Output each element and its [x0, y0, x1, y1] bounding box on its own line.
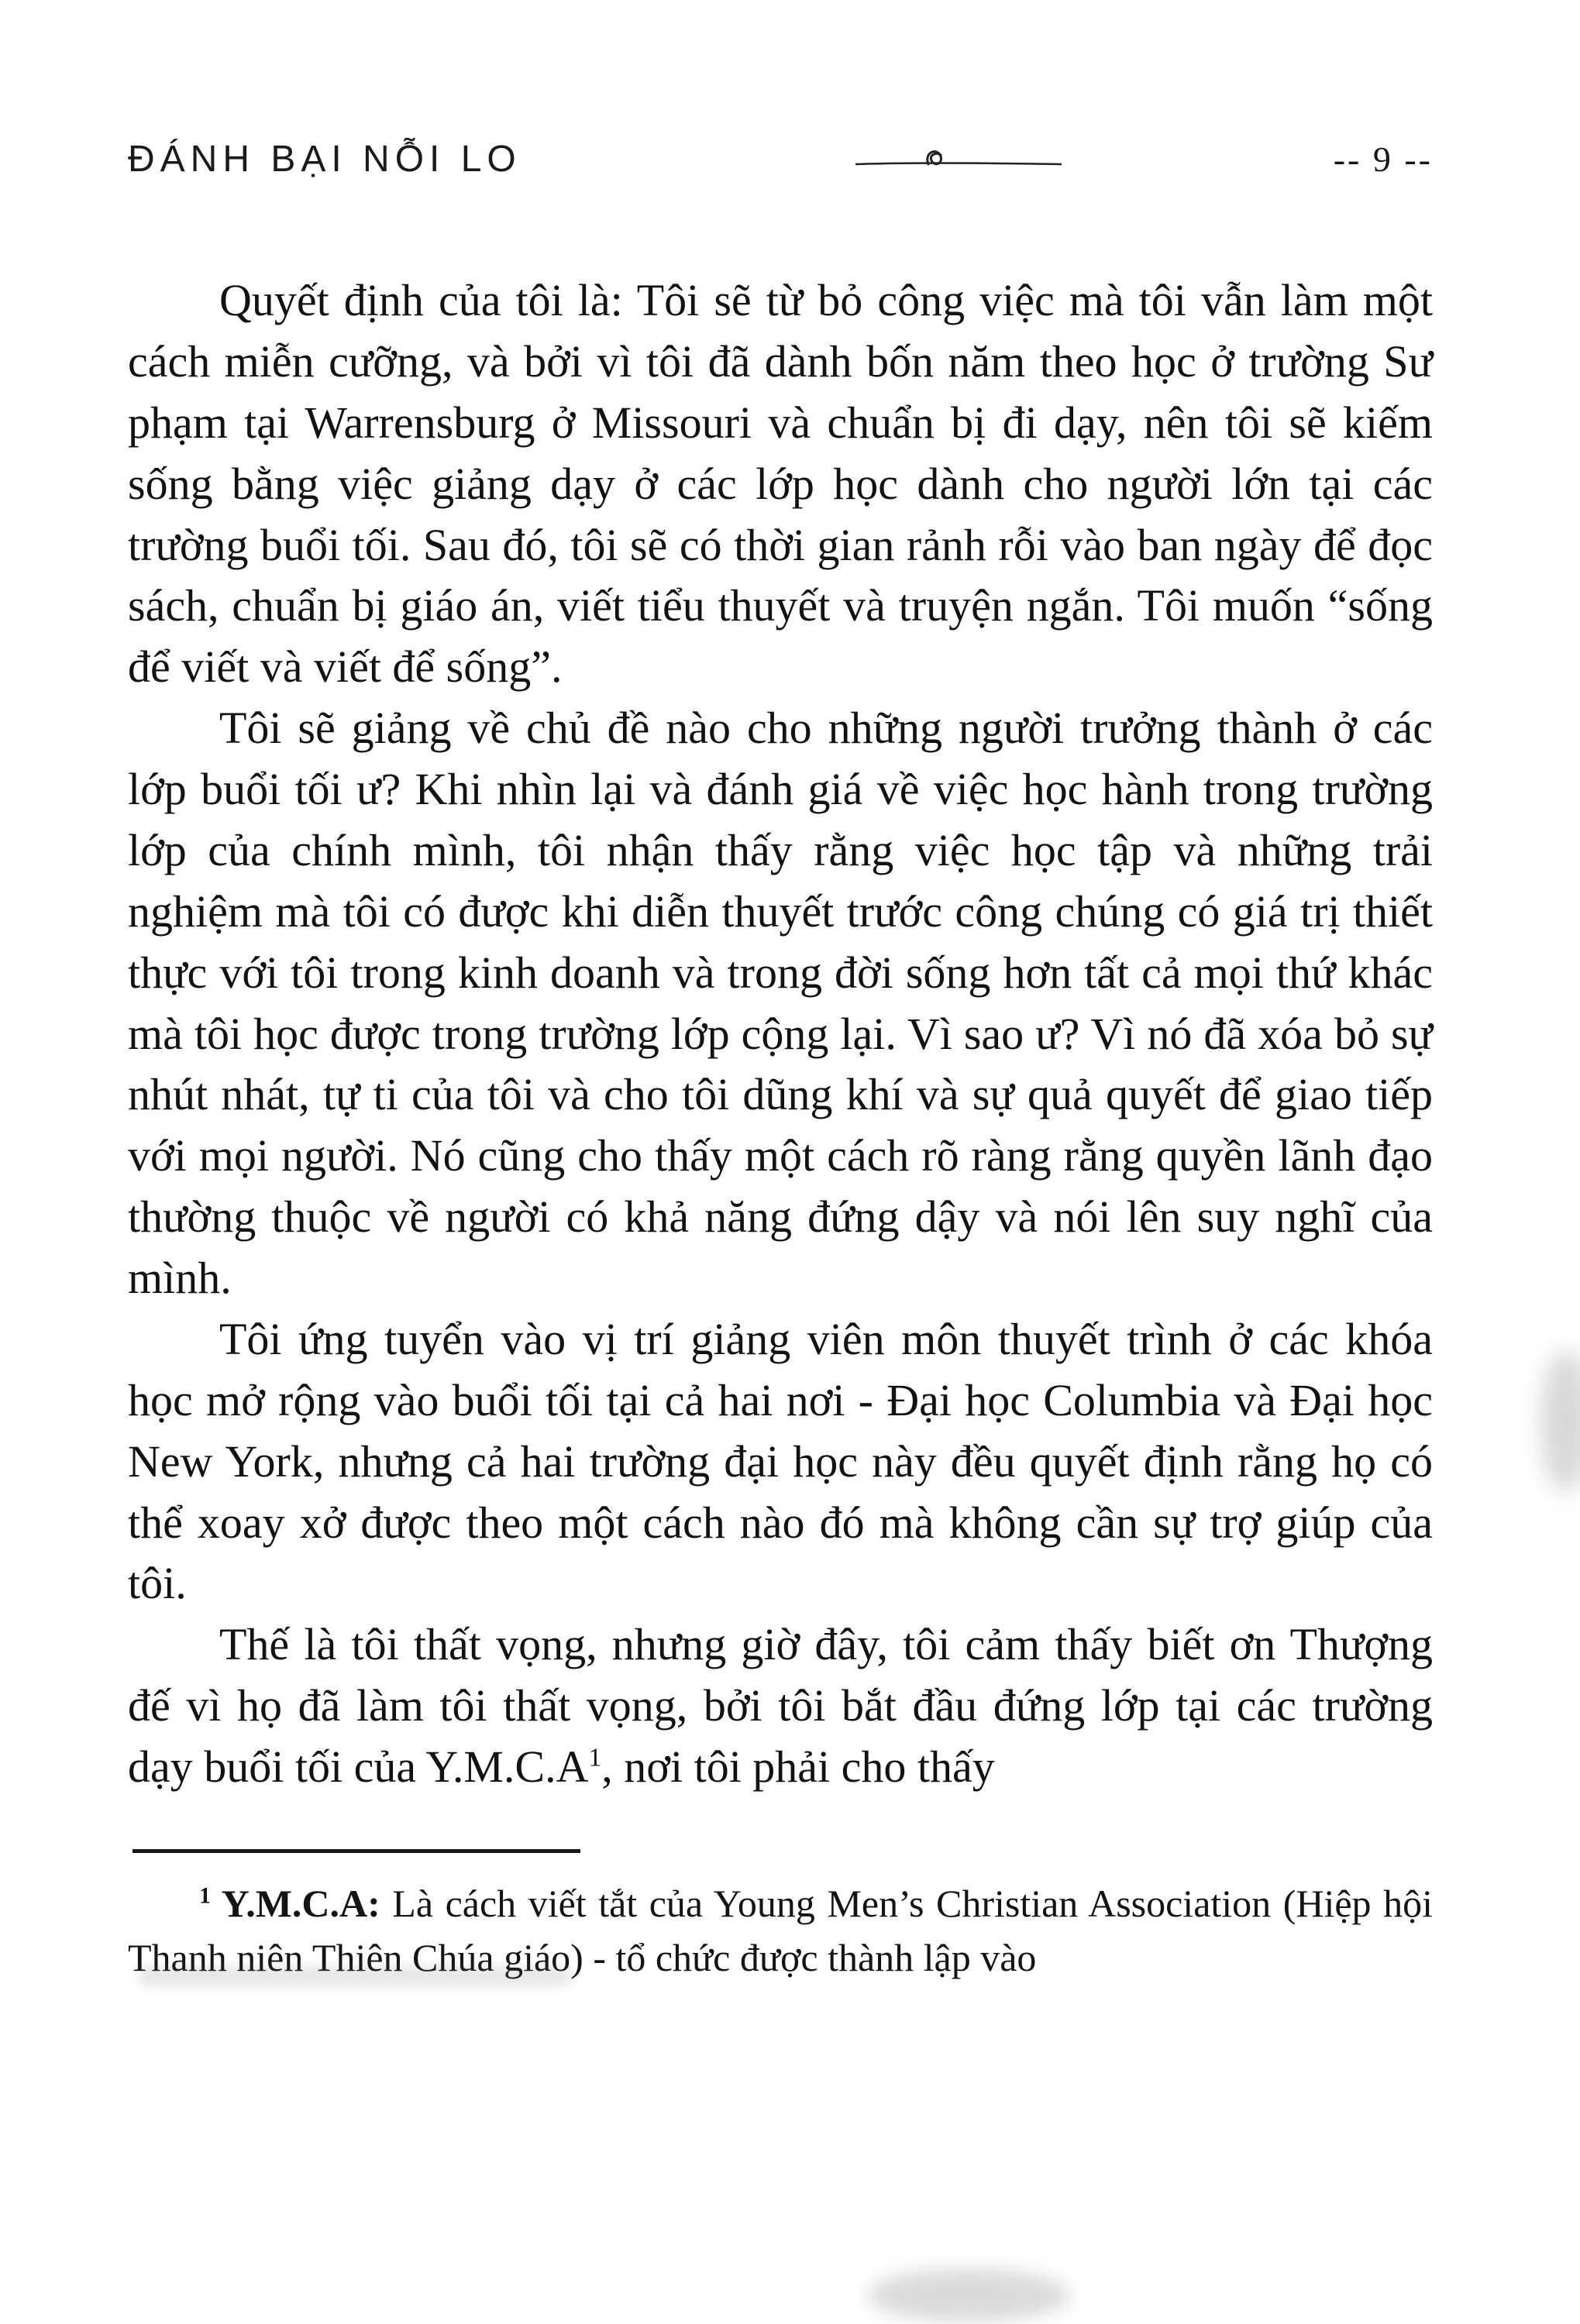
body-text: [128, 270, 1433, 1798]
footnote: [128, 1876, 1433, 1985]
paragraph-2: Tôi sẽ giảng về chủ đề nào cho những người trưởng thành ở các lớp buổi tối ư? Khi nhìn lại và đánh giá về việc học hành trong trường lớp của chính mình, tôi nhận thấy rằng việc học tập và những trải nghiệm mà tôi có được khi diễn thuyết trước công chúng có giá trị thiết thực với tôi trong kinh doanh và trong đời sống hơn tất cả mọi thứ khác mà tôi học được trong trường lớp cộng lại. Vì sao ư? Vì nó đã xóa bỏ sự nhút nhát, tự ti của tôi và cho tôi dũng khí và sự quả quyết để giao tiếp với mọi người. Nó cũng cho thấy một cách rõ ràng rằng quyền lãnh đạo thường thuộc về người có khả năng đứng dậy và nói lên suy nghĩ của mình.: [128, 703, 1433, 1303]
header-ornament-divider-icon: [854, 144, 1063, 175]
footnote-term: Y.M.C.A:: [211, 1881, 380, 1925]
footnote-reference: 1: [588, 1743, 602, 1772]
footnote-area: [128, 1849, 1433, 1985]
paragraph-4-text-continued: , nơi tôi phải cho thấy: [601, 1741, 995, 1792]
page-header: [128, 138, 1433, 180]
paragraph-3: Tôi ứng tuyển vào vị trí giảng viên môn thuyết trình ở các khóa học mở rộng vào buổi tối tại cả hai nơi - Đại học Columbia và Đại học New York, nhưng cả hai trường đại học này đều quyết định rằng họ có thể xoay xở được theo một cách nào đó mà không cần sự trợ giúp của tôi.: [128, 1313, 1433, 1609]
paragraph-4: [128, 1614, 1433, 1798]
scan-artifact-right-edge: [1541, 1352, 1580, 1491]
footnote-marker: 1: [199, 1882, 211, 1909]
paragraph-1: Quyết định của tôi là: Tôi sẽ từ bỏ công việc mà tôi vẫn làm một cách miễn cưỡng, và bởi vì tôi đã dành bốn năm theo học ở trường Sư phạm tại Warrensburg ở Missouri và chuẩn bị đi dạy, nên tôi sẽ kiếm sống bằng việc giảng dạy ở các lớp học dành cho người lớn tại các trường buổi tối. Sau đó, tôi sẽ có thời gian rảnh rỗi vào ban ngày để đọc sách, chuẩn bị giáo án, viết tiểu thuyết và truyện ngắn. Tôi muốn “sống để viết và viết để sống”.: [128, 275, 1433, 693]
scan-artifact-bottom-smudge: [868, 2268, 1069, 2322]
running-title: ĐÁNH BẠI NỖI LO: [128, 139, 522, 180]
footnote-separator-rule: [133, 1849, 580, 1853]
paragraph-4-text: Thế là tôi thất vọng, nhưng giờ đây, tôi cảm thấy biết ơn Thượng đế vì họ đã làm tôi thất vọng, bởi tôi bắt đầu đứng lớp tại các trường dạy buổi tối của Y.M.C.A: [128, 1619, 1433, 1792]
footnote-text: Là cách viết tắt của Young Men’s Christian Association (Hiệp hội Thanh niên Thiên Chúa giáo) - tổ chức được thành lập vào: [128, 1881, 1433, 1979]
page-number: -- 9 --: [1333, 139, 1433, 179]
